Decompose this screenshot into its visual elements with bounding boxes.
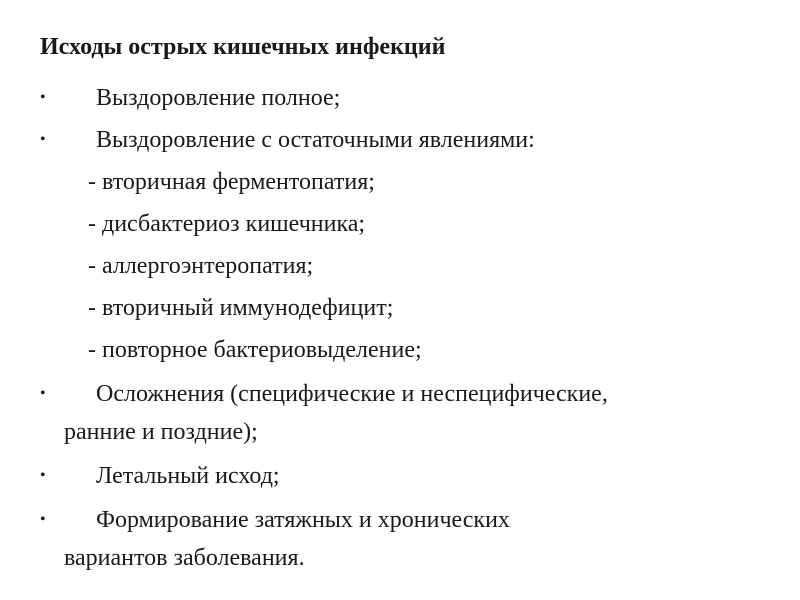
sub-item: - аллергоэнтеропатия; (88, 253, 314, 279)
sub-item: - повторное бактериовыделение; (88, 337, 422, 363)
bullet-icon: • (40, 131, 46, 148)
sub-item: - вторичная ферментопатия; (88, 169, 375, 195)
bullet-icon: • (40, 467, 46, 484)
list-item-chronic-forms: Формирование затяжных и хронических (96, 507, 510, 533)
bullet-icon: • (40, 385, 46, 402)
list-item-recovery-full: Выздоровление полное; (96, 85, 341, 111)
list-item-complications: Осложнения (специфические и неспецифические, (96, 381, 608, 407)
sub-item: - вторичный иммунодефицит; (88, 295, 394, 321)
list-item-recovery-residual: Выздоровление с остаточными явлениями: (96, 127, 535, 153)
bullet-icon: • (40, 511, 46, 528)
list-item-complications-continuation: ранние и поздние); (64, 419, 258, 445)
list-item-chronic-forms-continuation: вариантов заболевания. (64, 545, 305, 571)
list-item-lethal-outcome: Летальный исход; (96, 463, 280, 489)
bullet-icon: • (40, 89, 46, 106)
slide-title: Исходы острых кишечных инфекций (40, 34, 446, 60)
sub-item: - дисбактериоз кишечника; (88, 211, 366, 237)
